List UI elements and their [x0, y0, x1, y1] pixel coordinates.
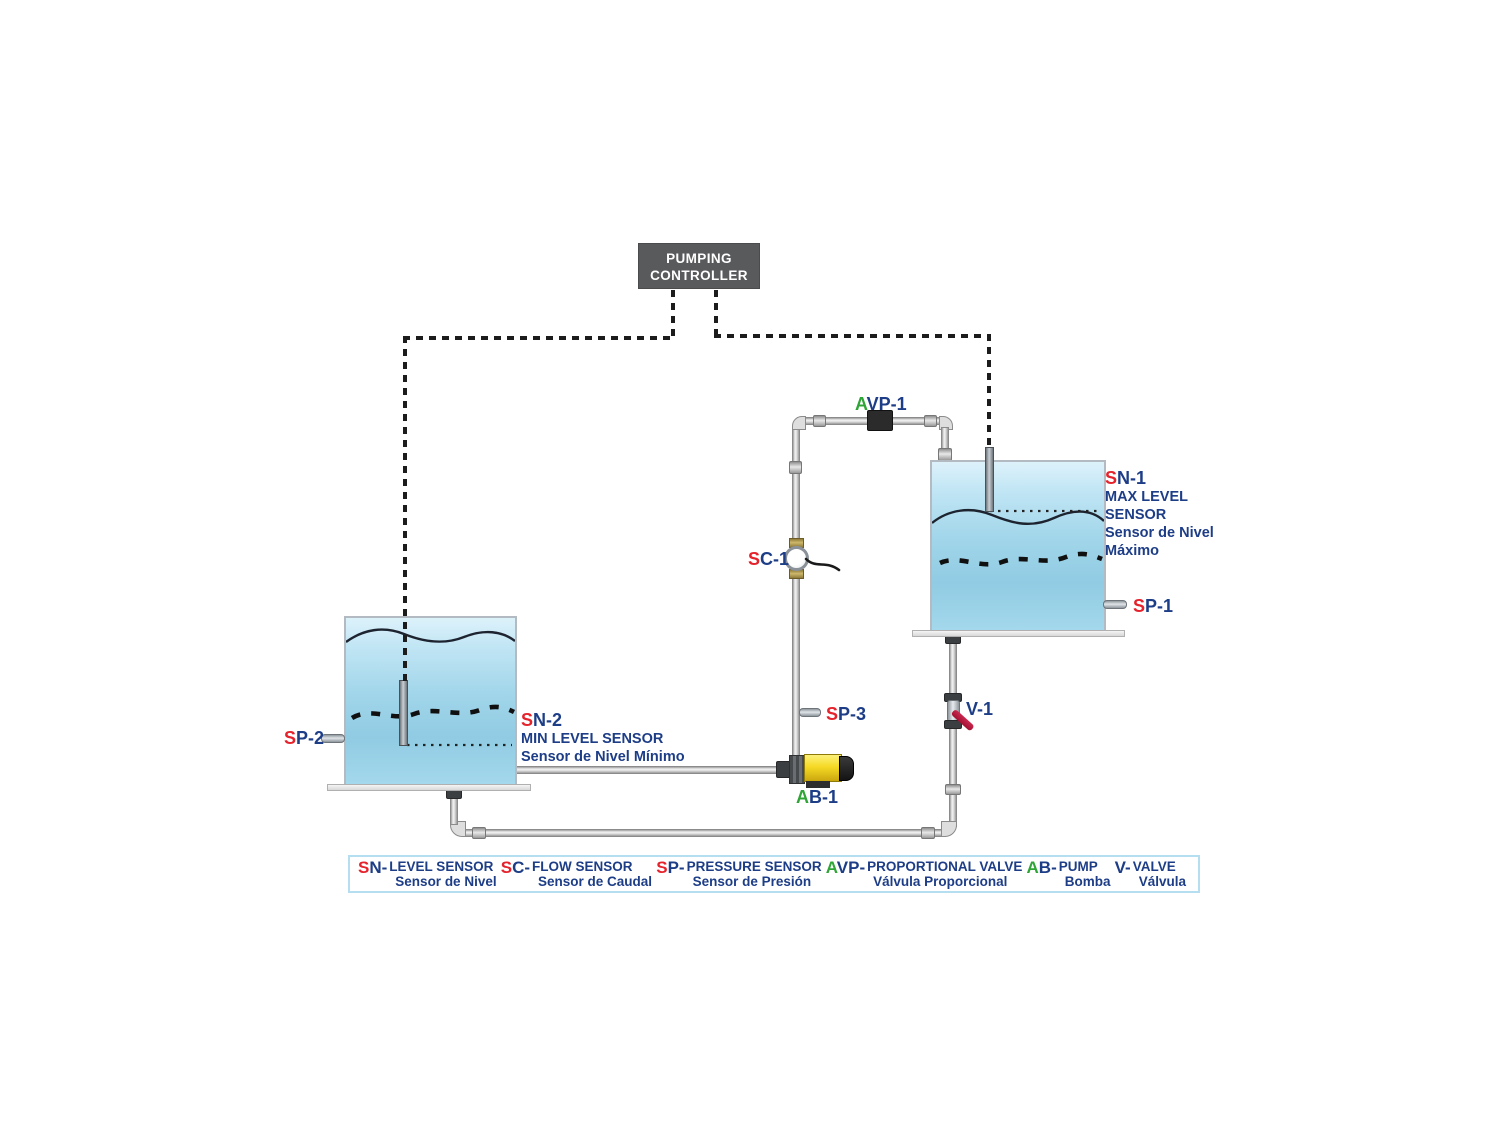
pumping-controller	[638, 243, 760, 289]
signal-line	[714, 290, 718, 336]
legend-es: Válvula Proporcional	[873, 874, 1008, 889]
legend-item-proportional-valve: AVP- PROPORTIONAL VALVE Válvula Proporcional	[825, 857, 1023, 889]
mid-level-dashed-line	[940, 554, 1102, 564]
legend-es: Sensor de Nivel	[395, 874, 497, 889]
pipe-fitting	[813, 415, 826, 427]
pipe-fitting	[945, 784, 961, 795]
label-ab1: AB-1	[796, 787, 839, 807]
legend-item-level-sensor: SN- LEVEL SENSOR Sensor de Nivel	[358, 857, 497, 889]
pump-ab1	[804, 754, 842, 782]
legend-item-flow-sensor: SC- FLOW SENSOR Sensor de Caudal	[500, 857, 653, 889]
label-sp1: SP-1	[1133, 596, 1174, 616]
label-sp3: SP-3	[826, 704, 867, 724]
pipe-return-bottom	[462, 829, 946, 837]
legend-en: PROPORTIONAL VALVE	[867, 858, 1023, 874]
controller-label-line2: CONTROLLER	[650, 268, 748, 283]
legend-es: Sensor de Caudal	[538, 874, 653, 889]
label-sn1-line: SENSOR	[1105, 507, 1167, 523]
water-surface-line	[932, 510, 1104, 524]
label-sn2-line: Sensor de Nivel Mínimo	[521, 749, 685, 765]
pipe-fitting	[789, 461, 802, 474]
pressure-sensor-sp2-nub	[321, 734, 345, 743]
pump-head	[789, 755, 805, 784]
pipe-suction	[516, 766, 778, 774]
legend-item-pressure-sensor: SP- PRESSURE SENSOR Sensor de Presión	[656, 857, 822, 889]
legend-en: LEVEL SENSOR	[389, 858, 494, 874]
legend-en: FLOW SENSOR	[532, 858, 633, 874]
label-sn1-line: MAX LEVEL	[1105, 489, 1188, 505]
pipe-elbow-top-left	[792, 416, 806, 430]
signal-line	[403, 336, 675, 340]
water-surface-line	[346, 630, 515, 642]
legend	[348, 855, 1200, 893]
legend-item-valve: V- VALVE Válvula	[1114, 857, 1186, 889]
pipe-left-tank-outlet	[450, 797, 458, 825]
legend-item-pump: AB- PUMP Bomba	[1026, 857, 1111, 889]
legend-en: VALVE	[1132, 858, 1176, 874]
label-sn1-line: Máximo	[1105, 543, 1159, 559]
tank-upper-base	[912, 630, 1125, 637]
label-sn1-title: SN-1	[1105, 468, 1147, 488]
tank-lower	[344, 616, 517, 786]
tank-lower-base	[327, 784, 531, 791]
signal-line-to-sn1	[987, 334, 991, 448]
pump-motor-cap	[839, 756, 854, 781]
legend-es: Bomba	[1064, 874, 1111, 889]
min-level-sensor-rod	[399, 680, 408, 746]
tank-upper	[930, 460, 1106, 632]
pressure-sensor-sp1-nub	[1103, 600, 1127, 609]
signal-line-to-sn2	[403, 336, 407, 682]
pipe-drain-vertical	[949, 641, 957, 827]
legend-es: Sensor de Presión	[692, 874, 812, 889]
label-v1: V-1	[966, 699, 994, 719]
label-avp1: AVP-1	[855, 394, 907, 414]
label-sc1: SC-1	[748, 549, 790, 569]
pipe-fitting	[472, 827, 486, 839]
label-sn1	[1105, 468, 1214, 560]
label-sn2-line: MIN LEVEL SENSOR	[521, 731, 664, 747]
pressure-sensor-sp3-nub	[799, 708, 821, 717]
tank-lower-water-marks	[346, 618, 515, 784]
pipe-discharge-vertical	[792, 427, 800, 758]
max-level-sensor-rod	[985, 447, 994, 512]
label-sn2	[521, 710, 685, 766]
signal-line	[671, 290, 675, 338]
label-sp2: SP-2	[284, 728, 325, 748]
tank-upper-water-marks	[932, 462, 1104, 630]
label-sn1-line: Sensor de Nivel	[1105, 525, 1214, 541]
pipe-fitting	[921, 827, 935, 839]
label-sn2-title: SN-2	[521, 710, 563, 730]
flow-sensor-cable	[803, 551, 843, 579]
pipe-fitting	[924, 415, 937, 427]
mid-level-dashed-line	[352, 707, 514, 718]
legend-en: PRESSURE SENSOR	[686, 858, 822, 874]
controller-label-line1: PUMPING	[666, 251, 732, 266]
pipe-elbow-bottom-right	[941, 821, 957, 837]
legend-en: PUMP	[1058, 858, 1098, 874]
legend-es: Válvula	[1138, 874, 1186, 889]
signal-line	[714, 334, 991, 338]
